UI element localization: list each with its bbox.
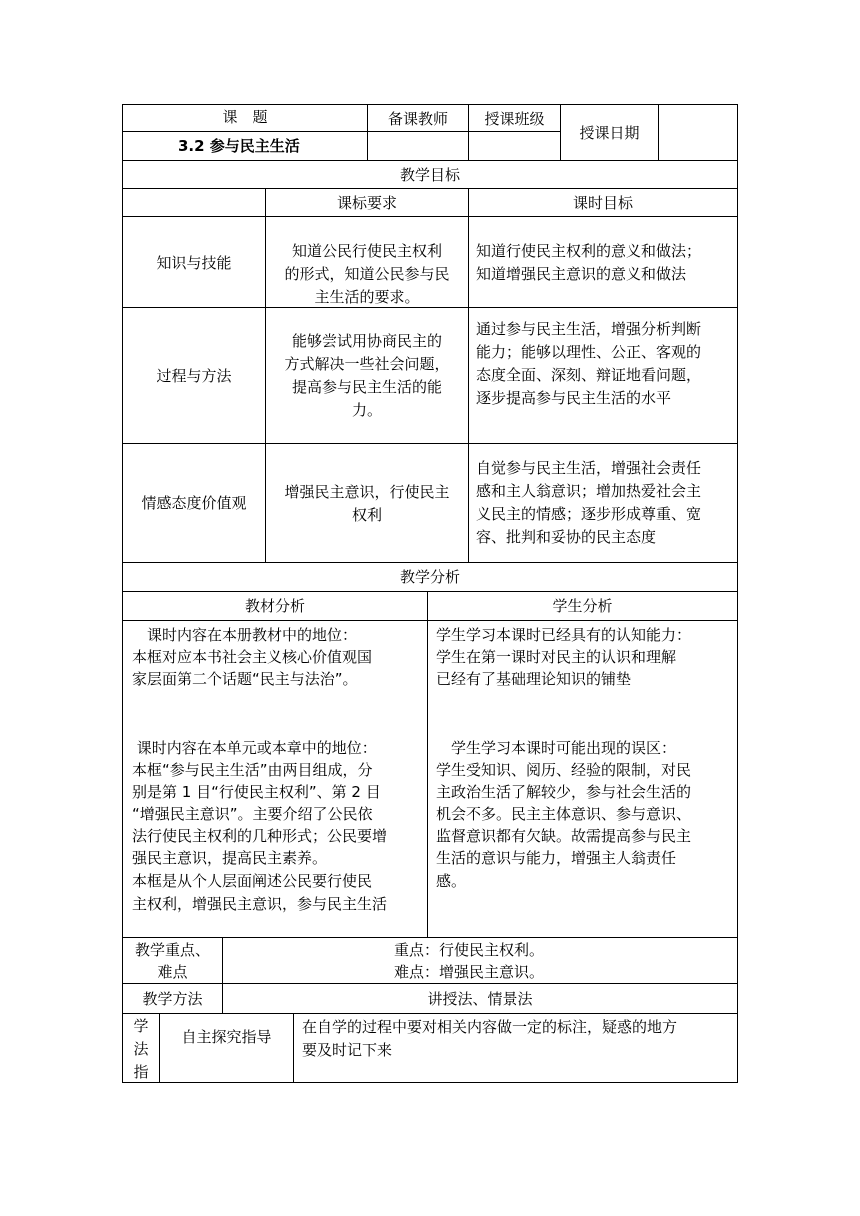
student-line: 生活的意识与能力，增强主人翁责任	[436, 849, 677, 867]
goal-standard-line: 方式解决一些社会问题，	[284, 355, 450, 373]
material-line: 本框对应本书社会主义核心价值观国	[132, 648, 373, 666]
material-line: 法行使民主权利的几种形式；公民要增	[132, 827, 388, 845]
date-label: 授课日期	[579, 124, 640, 142]
keypoint-difficult: 难点：增强民主意识。	[394, 963, 545, 981]
goal-lesson-line: 容、批判和妥协的民主态度	[476, 528, 657, 546]
goals-section-title: 教学目标	[399, 166, 460, 184]
goal-lesson-line: 义民主的情感；逐步形成尊重、宽	[476, 505, 702, 523]
analysis-section-title: 教学分析	[399, 568, 460, 586]
goal-row-attitude-standard-cell	[265, 443, 469, 563]
goal-standard-line: 主生活的要求。	[314, 288, 420, 306]
goal-row-knowledge-lesson-cell	[468, 216, 738, 308]
material-line: 本框“参与民主生活”由两目组成，分	[132, 761, 373, 779]
material-line: 家层面第二个话题“民主与法治”。	[132, 670, 358, 688]
goal-standard-line: 知道公民行使民主权利	[291, 242, 442, 260]
material-line: “增强民主意识”。主要介绍了公民依	[132, 805, 373, 823]
keypoints-label-line2: 难点	[157, 963, 188, 981]
guidance-text-line: 要及时记下来	[302, 1041, 393, 1059]
keypoint-key: 重点：行使民主权利。	[394, 941, 545, 959]
guidance-side-char: 学	[133, 1017, 149, 1035]
goals-corner-cell	[122, 188, 266, 217]
guidance-text-line: 在自学的过程中要对相关内容做一定的标注，疑惑的地方	[302, 1018, 678, 1036]
teacher-label: 备课教师	[387, 110, 448, 128]
material-line: 本框是从个人层面阐述公民要行使民	[132, 872, 373, 890]
goal-row-label: 情感态度价值观	[141, 494, 247, 512]
method-label: 教学方法	[142, 990, 203, 1008]
student-line: 学生学习本课时可能出现的误区：	[436, 739, 677, 757]
goal-lesson-line: 感和主人翁意识；增加热爱社会主	[476, 482, 702, 500]
material-line: 课时内容在本单元或本章中的地位：	[132, 739, 377, 757]
goal-standard-line: 的形式，知道公民参与民	[284, 265, 450, 283]
cell-class-value	[468, 131, 561, 161]
material-line: 别是第 1 目“行使民主权利”、第 2 目	[132, 783, 381, 801]
goal-row-label: 知识与技能	[156, 254, 232, 272]
student-line: 监督意识都有欠缺。故需提高参与民主	[436, 827, 692, 845]
goal-lesson-line: 知道增强民主意识的意义和做法	[476, 265, 687, 283]
guidance-sub-label: 自主探究指导	[181, 1028, 272, 1046]
goals-col-standard: 课标要求	[336, 194, 397, 212]
goal-lesson-line: 知道行使民主权利的意义和做法；	[476, 242, 702, 260]
cell-teacher-value	[367, 131, 469, 161]
topic-label: 课 题	[222, 108, 268, 126]
student-line: 已经有了基础理论知识的铺垫	[436, 670, 632, 688]
analysis-col-student: 学生分析	[552, 597, 613, 615]
keypoints-label-line1: 教学重点、	[134, 941, 210, 959]
goal-lesson-line: 态度全面、深刻、辩证地看问题，	[476, 366, 702, 384]
guidance-side-char: 法	[133, 1040, 149, 1058]
student-line: 感。	[436, 872, 467, 890]
student-line: 学生学习本课时已经具有的认知能力：	[436, 626, 692, 644]
goals-col-lesson: 课时目标	[572, 194, 633, 212]
student-line: 机会不多。民主主体意识、参与意识、	[436, 805, 692, 823]
material-line: 课时内容在本册教材中的地位：	[132, 626, 358, 644]
goal-standard-line: 能够尝试用协商民主的	[291, 332, 442, 350]
class-label: 授课班级	[484, 110, 545, 128]
goal-lesson-line: 通过参与民主生活，增强分析判断	[476, 320, 702, 338]
goal-row-label: 过程与方法	[156, 367, 232, 385]
guidance-side-char: 指	[133, 1063, 149, 1081]
goal-standard-line: 提高参与民主生活的能	[291, 378, 442, 396]
analysis-col-material: 教材分析	[244, 597, 305, 615]
guidance-sub-cell	[159, 1013, 294, 1083]
material-line: 强民主意识，提高民主素养。	[132, 849, 328, 867]
material-line: 主权利，增强民主意识，参与民主生活	[132, 895, 388, 913]
goal-standard-line: 增强民主意识，行使民主	[284, 483, 450, 501]
goal-standard-line: 力。	[351, 401, 382, 419]
goal-lesson-line: 能力；能够以理性、公正、客观的	[476, 343, 702, 361]
goal-lesson-line: 逐步提高参与民主生活的水平	[476, 389, 672, 407]
topic-value: 3.2 参与民主生活	[178, 137, 300, 155]
goal-lesson-line: 自觉参与民主生活，增强社会责任	[476, 459, 702, 477]
student-line: 主政治生活了解较少，参与社会生活的	[436, 783, 692, 801]
student-line: 学生在第一课时对民主的认识和理解	[436, 648, 677, 666]
cell-date-value	[658, 104, 738, 161]
method-value: 讲授法、情景法	[427, 990, 533, 1008]
student-line: 学生受知识、阅历、经验的限制，对民	[436, 761, 692, 779]
goal-standard-line: 权利	[351, 506, 382, 524]
